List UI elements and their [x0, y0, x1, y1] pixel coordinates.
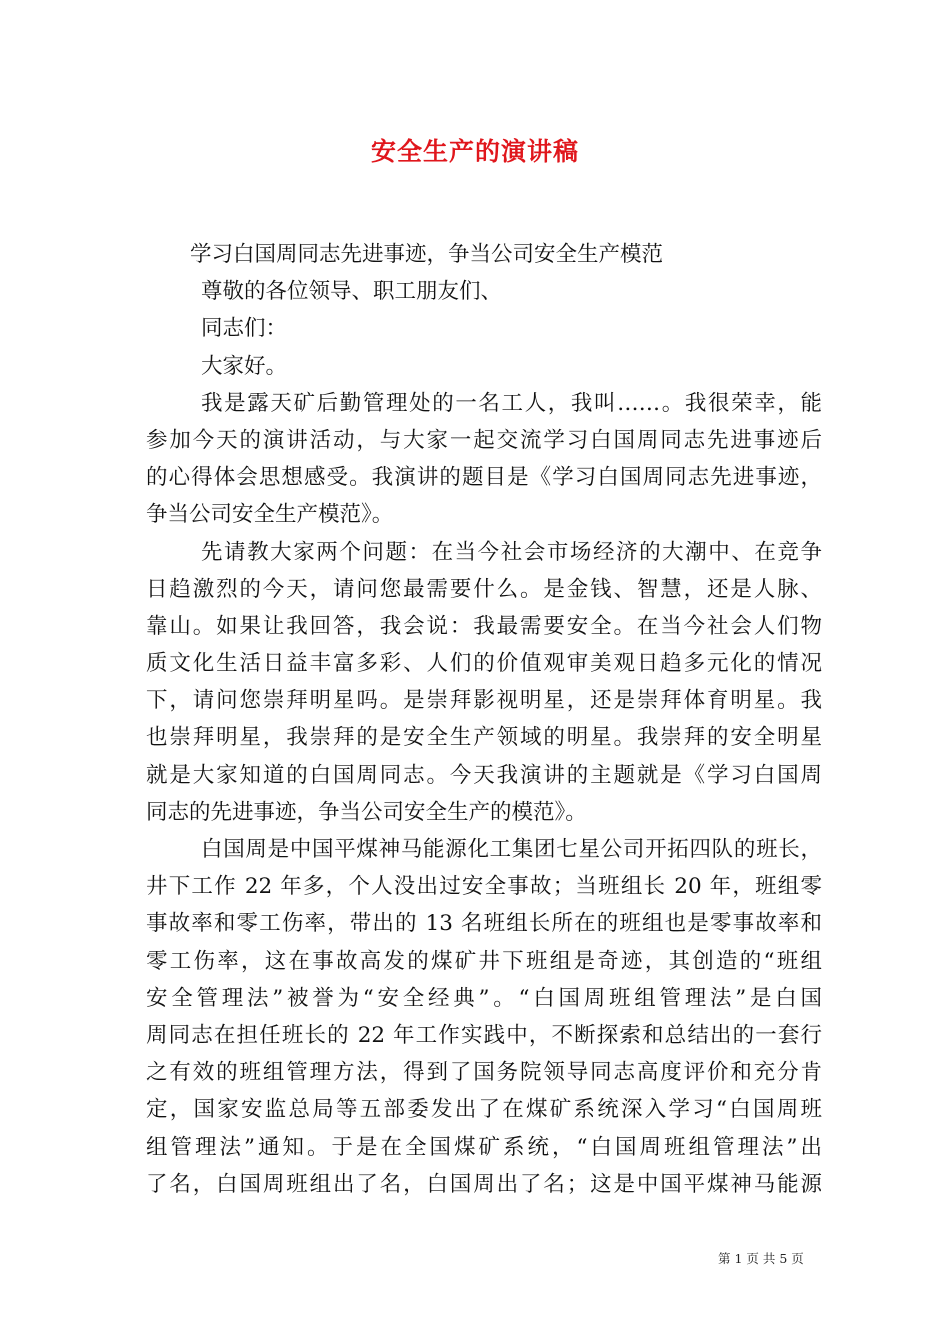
paragraph-line: 质文化生活日益丰富多彩、人们的价值观审美观日趋多元化的情况 [146, 651, 822, 677]
salutation-line: 尊敬的各位领导、职工朋友们、 [201, 279, 503, 305]
paragraph-line: 井下工作 22 年多，个人没出过安全事故；当班组长 20 年，班组零 [146, 874, 822, 900]
document-title: 安全生产的演讲稿 [370, 137, 579, 166]
paragraph-line: 零工伤率，这在事故高发的煤矿井下班组是奇迹，其创造的“班组 [146, 948, 822, 974]
salutation-line: 大家好。 [201, 353, 288, 379]
salutation-line: 同志们： [201, 316, 288, 342]
paragraph-line: 也崇拜明星，我崇拜的是安全生产领域的明星。我崇拜的安全明星 [146, 725, 822, 751]
paragraph-line: 了名，白国周班组出了名，白国周出了名；这是中国平煤神马能源 [146, 1171, 822, 1197]
paragraph-line: 我是露天矿后勤管理处的一名工人，我叫……。我很荣幸，能 [201, 390, 822, 416]
paragraph-line: 下，请问您崇拜明星吗。是崇拜影视明星，还是崇拜体育明星。我 [146, 688, 822, 714]
document-body [146, 236, 822, 1203]
subtitle: 学习白国周同志先进事迹，争当公司安全生产模范 [190, 242, 664, 267]
paragraph-line: 周同志在担任班长的 22 年工作实践中，不断探索和总结出的一套行 [146, 1022, 822, 1048]
paragraph-line: 的心得体会思想感受。我演讲的题目是《学习白国周同志先进事迹， [146, 465, 822, 491]
paragraph-line: 参加今天的演讲活动，与大家一起交流学习白国周同志先进事迹后 [146, 427, 822, 453]
paragraph-line: 定，国家安监总局等五部委发出了在煤矿系统深入学习“白国周班 [146, 1097, 822, 1123]
paragraph-line: 之有效的班组管理方法，得到了国务院领导同志高度评价和充分肯 [146, 1060, 822, 1086]
paragraph-line: 先请教大家两个问题：在当今社会市场经济的大潮中、在竞争 [201, 539, 822, 565]
paragraph-line: 同志的先进事迹，争当公司安全生产的模范》。 [146, 799, 587, 825]
paragraph-line: 争当公司安全生产模范》。 [146, 502, 394, 528]
paragraph-line: 日趋激烈的今天，请问您最需要什么。是金钱、智慧，还是人脉、 [146, 576, 822, 602]
paragraph-line: 就是大家知道的白国周同志。今天我演讲的主题就是《学习白国周 [146, 762, 822, 788]
paragraph-line: 安全管理法”被誉为“安全经典”。“白国周班组管理法”是白国 [146, 985, 822, 1011]
page-footer: 第 1 页 共 5 页 [718, 1251, 804, 1266]
paragraph-line: 事故率和零工伤率，带出的 13 名班组长所在的班组也是零事故率和 [146, 911, 822, 937]
paragraph-line: 白国周是中国平煤神马能源化工集团七星公司开拓四队的班长， [201, 837, 822, 862]
paragraph-line: 组管理法”通知。于是在全国煤矿系统，“白国周班组管理法”出 [146, 1134, 822, 1160]
paragraph-line: 靠山。如果让我回答，我会说：我最需要安全。在当今社会人们物 [146, 613, 822, 639]
